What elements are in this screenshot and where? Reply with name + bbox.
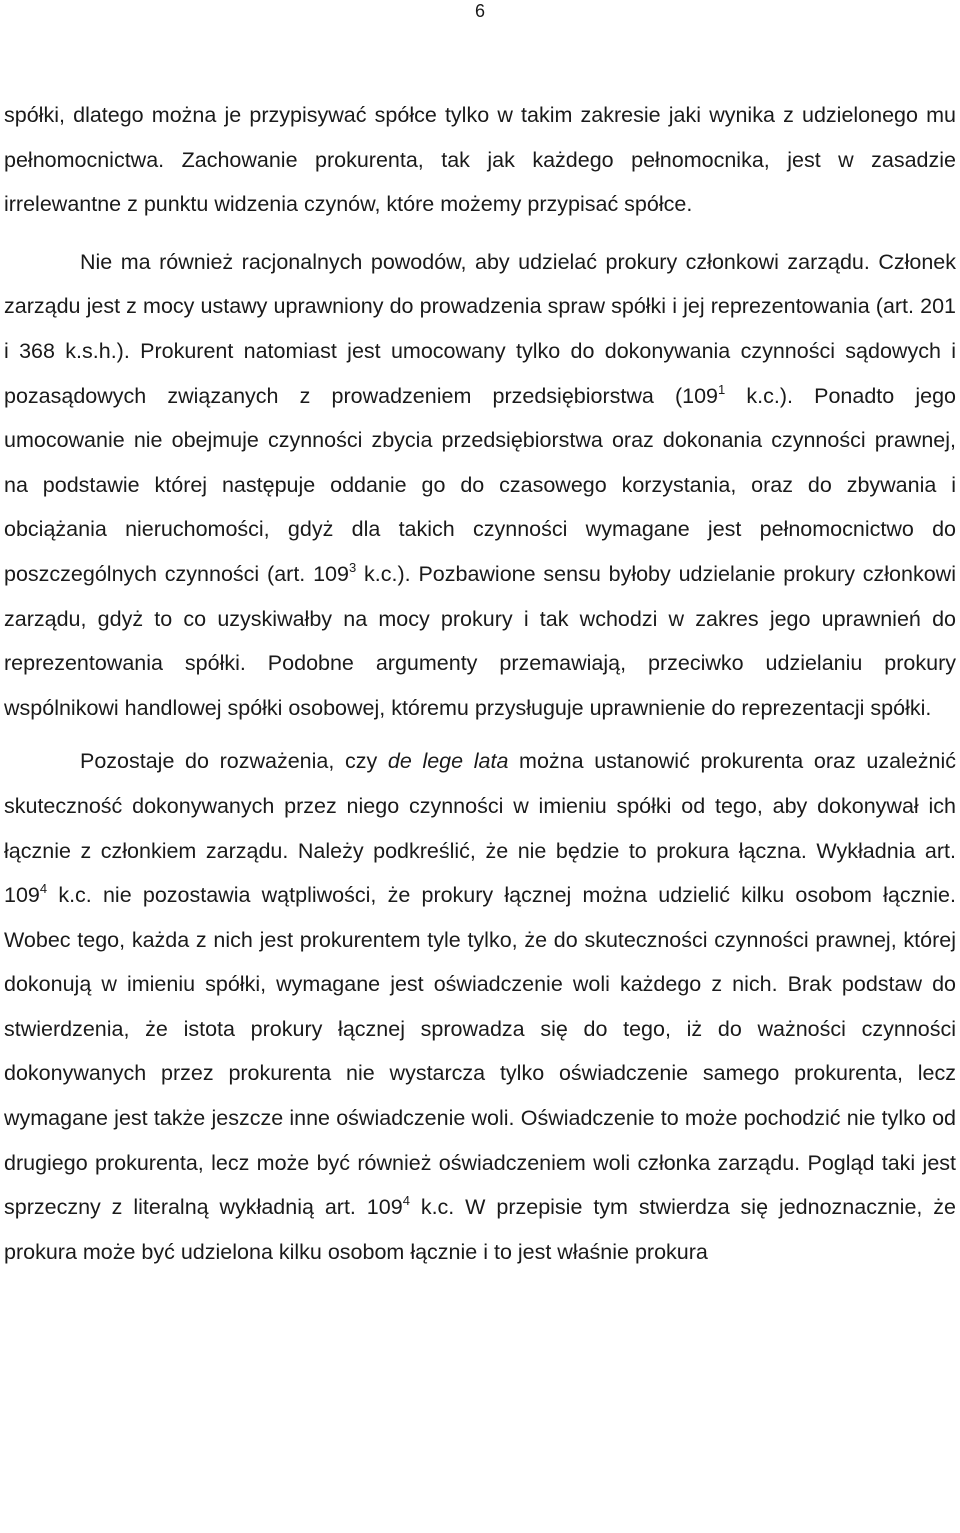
superscript-3: 3 <box>348 559 357 575</box>
paragraph-3-text-a: Pozostaje do rozważenia, czy <box>80 749 388 774</box>
paragraph-2-text-c: k.c.). Pozbawione sensu byłoby udzielanie prokury członkowi zarządu, gdyż to co uzyskiwałby na mocy prokury i tak wchodzi w zakres jego uprawnień do reprezentowania spółki. Podobne argumenty przemawiają, przeciwko udzielaniu prokury wspólnikowi handlowej spółki osobowej, któremu przysługuje uprawnienie do reprezentacji spółki. <box>4 561 956 720</box>
paragraph-3 <box>4 739 956 1274</box>
paragraph-3-text-d: k.c. W przepisie tym stwierdza się jednoznacznie, że prokura może być udzielona kilku osobom łącznie i to jest właśnie prokura <box>4 1195 956 1264</box>
document-body <box>4 93 956 1274</box>
page-number: 6 <box>474 1 485 21</box>
superscript-1: 1 <box>718 381 726 397</box>
paragraph-3-text-b: można ustanowić prokurenta oraz uzależnić skuteczność dokonywanych przez niego czynności w imieniu spółki od tego, aby dokonywał ich łącznie z członkiem zarządu. Należy podkreślić, że nie będzie to prokura łączna. Wykładnia art. 109 <box>4 749 956 908</box>
paragraph-2-text-b: k.c.). Ponadto jego umocowanie nie obejmuje czynności zbycia przedsiębiorstwa oraz dokonania czynności prawnej, na podstawie której następuje oddanie go do czasowego korzystania, oraz do zbywania i obciążania nieruchomości, gdyż dla takich czynności wymagane jest pełnomocnictwo do poszczególnych czynności (art. 109 <box>4 383 957 586</box>
paragraph-1-text: spółki, dlatego można je przypisywać spółce tylko w takim zakresie jaki wynika z udzielonego mu pełnomocnictwa. Zachowanie prokurenta, tak jak każdego pełnomocnika, jest w zasadzie irrelewantne z punktu widzenia czynów, które możemy przypisać spółce. <box>4 103 956 217</box>
latin-phrase: de lege lata <box>387 749 509 774</box>
paragraph-1 <box>4 93 956 227</box>
paragraph-2 <box>4 240 956 731</box>
paragraph-2-text-a: Nie ma również racjonalnych powodów, aby udzielać prokury członkowi zarządu. Członek zarządu jest z mocy ustawy uprawniony do prowadzenia spraw spółki i jej reprezentowania (art. 201 i 368 k.s.h.). Prokurent natomiast jest umocowany tylko do dokonywania czynności sądowych i pozasądowych związanych z prowadzeniem przedsiębiorstwa (109 <box>4 249 956 408</box>
paragraph-3-text-c: k.c. nie pozostawia wątpliwości, że prokury łącznej można udzielić kilku osobom łącznie. Wobec tego, każda z nich jest prokurentem tyle tylko, że do skuteczności czynności prawnej, której dokonują w imieniu spółki, wymagane jest oświadczenie woli każdego z nich. Brak podstaw do stwierdzenia, że istota prokury łącznej sprowadza się do tego, iż do ważności czynności dokonywanych przez prokurenta nie wystarcza tylko oświadczenie samego prokurenta, lecz wymagane jest także jeszcze inne oświadczenie woli. Oświadczenie to może pochodzić nie tylko od drugiego prokurenta, lecz może być również oświadczeniem woli członka zarządu. Pogląd taki jest sprzeczny z literalną wykładnią art. 109 <box>4 883 956 1220</box>
superscript-4b: 4 <box>402 1193 410 1209</box>
superscript-4a: 4 <box>39 881 48 897</box>
